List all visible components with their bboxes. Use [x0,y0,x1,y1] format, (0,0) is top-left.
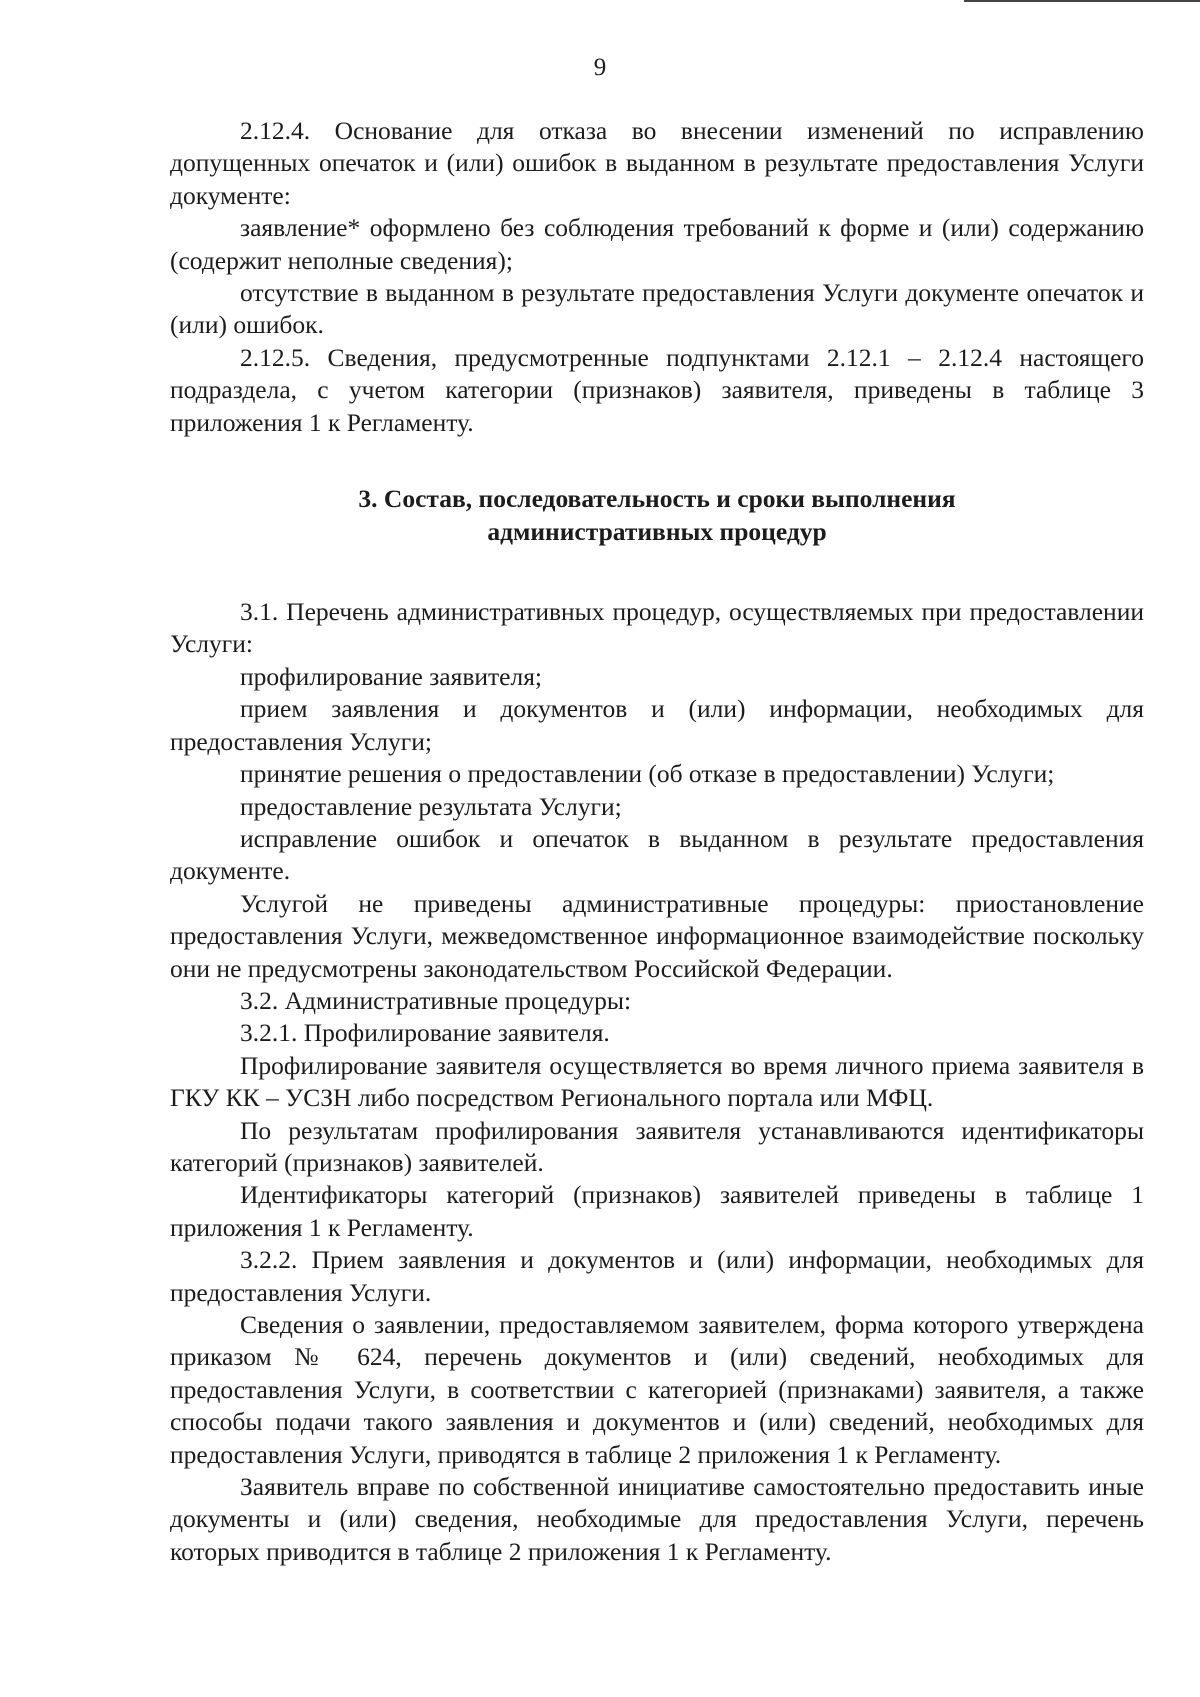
paragraph-2-12-5: 2.12.5. Сведения, предусмотренные подпунктами 2.12.1 – 2.12.4 настоящего подраздела, с учетом категории (признаков) заявителя, приведены в таблице 3 приложения 1 к Регламенту. [170,342,1144,437]
paragraph-3-1: 3.1. Перечень административных процедур, осуществляемых при предоставлении Услуги: [170,597,1144,659]
paragraph-profiling-result: По результатам профилирования заявителя устанавливаются идентификаторы категорий (признаков) заявителей. [170,1115,1144,1177]
list-item-reception: прием заявления и документов и (или) информации, необходимых для предоставления Услуги; [170,694,1144,756]
section-heading [170,482,1144,548]
top-edge-line [964,0,1200,2]
paragraph-profiling-method: Профилирование заявителя осуществляется во время личного приема заявителя в ГКУ КК – УСЗН либо посредством Регионального портала или МФЦ. [170,1050,1144,1113]
paragraph-refusal-reason-2: отсутствие в выданном в результате предоставления Услуги документе опечаток и (или) ошибок. [170,278,1144,340]
list-item-profiling: профилирование заявителя; [240,661,543,691]
paragraph-identifiers: Идентификаторы категорий (признаков) заявителей приведены в таблице 1 приложения 1 к Регламенту. [170,1180,1144,1242]
list-item-decision: принятие решения о предоставлении (об отказе в предоставлении) Услуги; [240,759,1055,789]
section-heading-line-1: 3. Состав, последовательность и сроки выполнения [358,484,956,514]
document-body [170,115,1144,1568]
paragraph-3-2-1: 3.2.1. Профилирование заявителя. [240,1018,610,1048]
paragraph-refusal-reason-1: заявление* оформлено без соблюдения требований к форме и (или) содержанию (содержит неполные сведения); [170,213,1144,275]
paragraph-application-info: Сведения о заявлении, предоставляемом заявителем, форма которого утверждена приказом № 624, перечень документов и (или) сведений, необходимых для предоставления Услуги, в соответствии с категорией (признаками) заявителя, а также способы подачи такого заявления и документов и (или) сведений, необходимых для предоставления Услуги, приводятся в таблице 2 приложения 1 к Регламенту. [170,1310,1144,1469]
paragraph-3-2-2: 3.2.2. Прием заявления и документов и (или) информации, необходимых для предоставления Услуги. [170,1245,1144,1307]
paragraph-3-2: 3.2. Административные процедуры: [240,985,632,1015]
section-heading-line-2: административных процедур [487,517,827,547]
page-number: 9 [593,54,607,81]
paragraph-applicant-right: Заявитель вправе по собственной инициативе самостоятельно предоставить иные документы и (или) сведения, необходимые для предоставления Услуги, перечень которых приводится в таблице 2 приложения 1 к Регламенту. [170,1472,1144,1566]
list-item-result: предоставление результата Услуги; [240,791,622,821]
paragraph-2-12-4: 2.12.4. Основание для отказа во внесении изменений по исправлению допущенных опечаток и (или) ошибок в выданном в результате предоставления Услуги документе: [170,116,1144,210]
paragraph-not-provided-procedures: Услугой не приведены административные процедуры: приостановление предоставления Услуги, межведомственное информационное взаимодействие поскольку они не предусмотрены законодательством Российской Федерации. [170,888,1144,983]
list-item-correction: исправление ошибок и опечаток в выданном в результате предоставления документе. [170,823,1144,886]
